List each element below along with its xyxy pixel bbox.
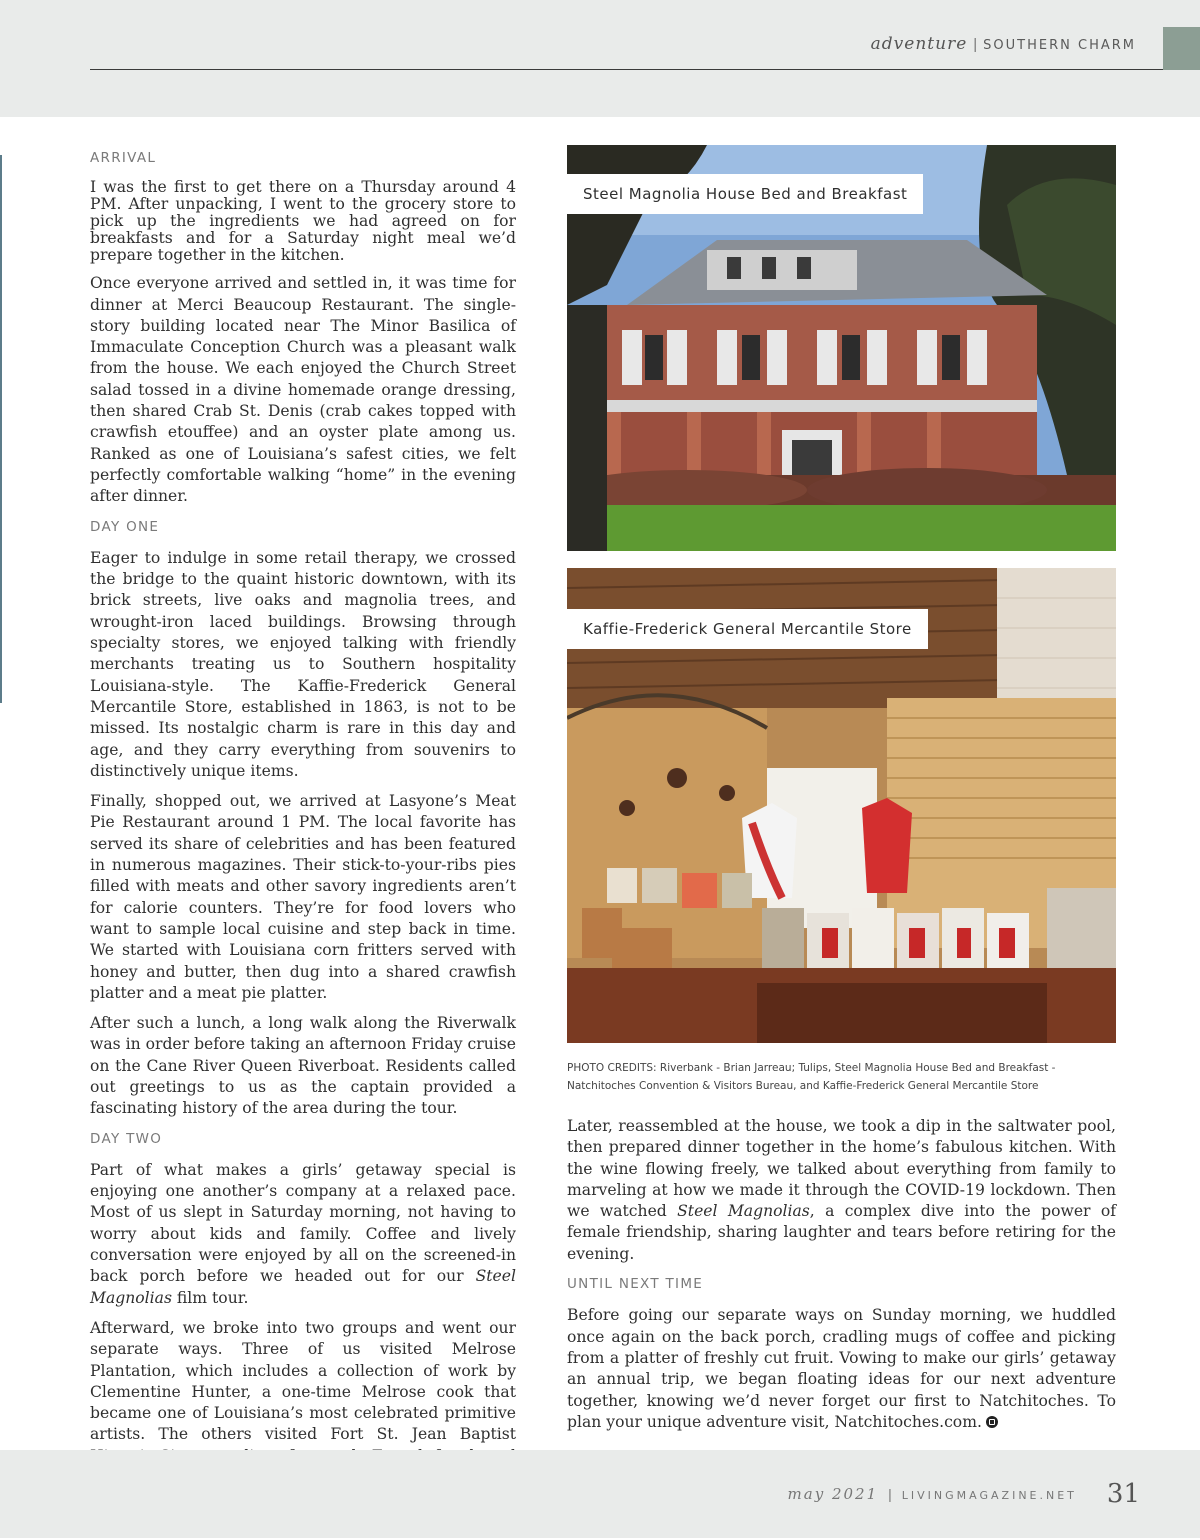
running-header xyxy=(871,34,1136,54)
until-next-time-heading: UNTIL NEXT TIME xyxy=(567,1276,704,1293)
right-column xyxy=(567,1116,1116,1442)
folio xyxy=(788,1479,1140,1509)
issue-date: may 2021 xyxy=(787,1485,879,1503)
header-separator: | xyxy=(973,36,978,53)
header-rule xyxy=(90,69,1163,70)
header-section-title: SOUTHERN CHARM xyxy=(983,38,1136,53)
day-two-paragraph-1 xyxy=(90,1160,516,1309)
day-two-p1-film-title: Steel Magnolias xyxy=(90,1267,516,1307)
arrival-heading: ARRIVAL xyxy=(90,150,157,166)
left-edge-line xyxy=(0,155,2,703)
day-one-heading: DAY ONE xyxy=(90,518,160,535)
day-one-paragraph-2: Finally, shopped out, we arrived at Lasyone’s Meat Pie Restaurant around 1 PM. The local favorite has served its share of celebrities and has been featured in numerous magazines. Their stick-to-your-ribs pies filled with meats and other savory ingredients aren’t for calorie counters. They’re for food lovers who want to sample local cuisine and step back in time. We started with Louisiana corn fritters served with honey and butter, then dug into a shared crawfish platter and a meat pie platter. xyxy=(90,792,516,1002)
day-one-paragraph-1: Eager to indulge in some retail therapy, we crossed the bridge to the quaint historic downtown, with its brick streets, live oaks and magnolia trees, and wrought-iron laced buildings. Browsing through specialty stores, we enjoyed talking with friendly merchants treating us to Southern hospitality Louisiana-style. The Kaffie-Frederick General Mercantile Store, established in 1863, is not to be missed. Its nostalgic charm is rare in this day and age, and they carry everything from souvenirs to distinctively unique items. xyxy=(90,548,516,780)
closing-text: Before going our separate ways on Sunday morning, we huddled once again on the back porch, cradling mugs of coffee and picking from a platter of freshly cut fruit. Vowing to make our girls’ getaway an annual trip, we began floating ideas for our next adventure together, knowing we’d never forget our first to Natchitoches. To plan your unique adventure visit, Natchitoches.com. xyxy=(567,1306,1116,1431)
day-two-paragraph-2: Afterward, we broke into two groups and went our separate ways. Three of us visited Melrose Plantation, which includes a collection of work by Clementine Hunter, a one-time Melrose cook that became one of Louisiana’s most celebrated primitive artists. The others visited Fort St. Jean Baptist xyxy=(90,1318,516,1444)
end-mark-icon xyxy=(986,1416,998,1428)
caption-mercantile: Kaffie-Frederick General Mercantile Store xyxy=(567,609,928,649)
arrival-paragraph-1: I was the first to get there on a Thursday around 4 PM. After unpacking, I went to the grocery store to pick up the ingredients we had agreed on for breakfasts and for a Saturday night meal we’d prepare together in the kitchen. xyxy=(90,178,516,265)
header-tab xyxy=(1163,27,1200,70)
photo-credits: PHOTO CREDITS: Riverbank - Brian Jarreau; Tulips, Steel Magnolia House Bed and Breakfast - Natchitoches Convention & Visitors Bureau, and Kaffie-Frederick General Mercantile Store xyxy=(567,1062,1056,1092)
evening-text-b: , a complex dive into the power of female friendship, sharing laughter and tears before retiring for the evening. xyxy=(567,1202,1116,1263)
day-two-heading: DAY TWO xyxy=(90,1130,163,1147)
caption-steel-magnolia: Steel Magnolia House Bed and Breakfast xyxy=(567,174,923,214)
closing-paragraph xyxy=(567,1305,1116,1433)
day-two-p1-text-b: film tour. xyxy=(171,1288,249,1307)
header-section-italic: adventure xyxy=(870,34,968,54)
evening-text-a: Later, reassembled at the house, we took a dip in the saltwater pool, then prepared dinner together in the home’s fabulous kitchen. With the wine flowing freely, we talked about everything from family to marveling at how we made it through the COVID-19 lockdown. Then we watched xyxy=(567,1117,1116,1221)
magazine-site: LIVINGMAGAZINE.NET xyxy=(901,1489,1077,1502)
page-number: 31 xyxy=(1106,1479,1140,1509)
day-two-p1-text-a: Part of what makes a girls’ getaway special is enjoying one another’s company at a relaxed pace. Most of us slept in Saturday morning, not having to worry about kids and family. Coffee and lively conversation were enjoyed by all on the screened-in back porch before we headed out for our xyxy=(90,1160,516,1286)
evening-paragraph xyxy=(567,1116,1116,1265)
left-column xyxy=(90,148,516,1540)
evening-film-title: Steel Magnolias xyxy=(677,1202,810,1221)
footer-separator: | xyxy=(888,1486,892,1502)
header-band xyxy=(0,0,1200,117)
arrival-paragraph-2: Once everyone arrived and settled in, it was time for dinner at Merci Beaucoup Restaurant. The single-story building located near The Minor Basilica of Immaculate Conception Church was a pleasant walk from the house. We each enjoyed the Church Street salad tossed in a divine homemade orange dressing, then shared Crab St. Denis (crab cakes topped with crawfish etouffee) and an oyster plate among us. Ranked as one of Louisiana’s safest cities, we felt perfectly comfortable walking “home” in the evening after dinner. xyxy=(90,274,516,506)
day-one-paragraph-3: After such a lunch, a long walk along the Riverwalk was in order before taking an afternoon Friday cruise on the Cane River Queen Riverboat. Residents called out greetings to us as the captain provided a fascinating history of the area during the tour. xyxy=(90,1014,516,1118)
